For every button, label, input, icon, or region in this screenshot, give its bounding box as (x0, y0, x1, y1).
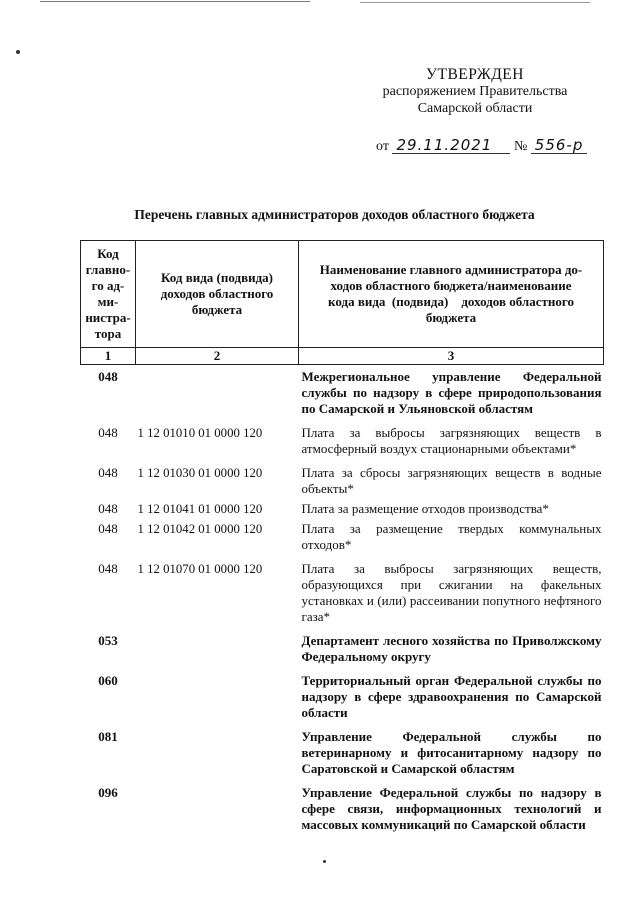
table-row (81, 499, 604, 519)
approval-stamp (360, 66, 590, 117)
table-row (81, 459, 604, 499)
handwritten-number: 556-р (531, 138, 588, 154)
name-cell: Плата за сбросы загрязняющих веществ в водные объекты* (301, 465, 602, 496)
admin-code-cell: 096 (98, 785, 118, 800)
name-cell: Плата за выбросы загрязняющих веществ, образующихся при сжигании на факельных установках и (или) рассеивании попутного нефтяного газа* (301, 561, 602, 624)
name-cell: Межрегиональное управление Федеральной службы по надзору в сфере природопользования по Самарской и Ульяновской областям (301, 369, 602, 416)
document-title: Перечень главных администраторов доходов областного бюджета (134, 207, 535, 222)
income-code-cell: 1 12 01042 01 0000 120 (137, 522, 263, 536)
admin-code-cell: 048 (98, 561, 118, 576)
income-code-cell: 1 12 01030 01 0000 120 (137, 466, 263, 480)
table-row (81, 667, 604, 723)
admin-code-cell: 048 (98, 465, 118, 480)
handwritten-date: 29.11.2021 (392, 138, 510, 154)
scan-speck (16, 50, 20, 54)
col-number: 1 (81, 348, 136, 365)
admin-code-cell: 048 (98, 521, 118, 536)
scan-top-edge-line (360, 2, 590, 3)
table-row (81, 779, 604, 835)
table-row (81, 627, 604, 667)
name-cell: Департамент лесного хозяйства по Приволжскому Федеральному округу (301, 633, 602, 664)
income-code-cell (136, 723, 299, 779)
name-cell: Управление Федеральной службы по надзору в сфере связи, информационных технологий и массовых коммуникаций по Самарской области (301, 785, 602, 832)
income-code-cell: 1 12 01070 01 0000 120 (137, 562, 263, 576)
col-income-code-header: Код вида (подвида) доходов областного бюджета (136, 241, 299, 348)
name-cell: Плата за выбросы загрязняющих веществ в атмосферный воздух стационарными объектами* (301, 425, 602, 456)
admin-code-cell: 081 (98, 729, 118, 744)
table-row (81, 519, 604, 555)
admin-code-cell: 048 (98, 425, 118, 440)
name-cell: Плата за размещение отходов производства* (301, 501, 549, 516)
admin-code-cell: 048 (98, 369, 118, 384)
date-number-line (376, 138, 587, 155)
number-prefix: № (513, 139, 528, 154)
name-cell: Управление Федеральной службы по ветеринарному и фитосанитарному надзору по Саратовской и Самарской областям (301, 729, 602, 776)
income-code-cell: 1 12 01041 01 0000 120 (137, 502, 263, 516)
date-prefix: от (376, 139, 389, 154)
col-number: 3 (299, 348, 604, 365)
income-code-cell (136, 779, 299, 835)
table-row (81, 555, 604, 627)
table-row (81, 723, 604, 779)
administrators-table (80, 240, 604, 835)
income-code-cell (136, 365, 299, 420)
income-code-cell (136, 627, 299, 667)
table-row (81, 419, 604, 459)
admin-code-cell: 048 (98, 501, 118, 516)
approval-line: распоряжением Правительства (382, 84, 568, 99)
scan-top-edge-line (40, 1, 310, 2)
approval-line: Самарской области (417, 101, 533, 116)
admin-code-cell: 053 (98, 633, 118, 648)
approved-heading: УТВЕРЖДЕН (426, 66, 524, 83)
income-code-cell: 1 12 01010 01 0000 120 (137, 426, 263, 440)
income-code-cell (136, 667, 299, 723)
table-row (81, 365, 604, 420)
scan-speck (323, 860, 326, 863)
name-cell: Плата за размещение твердых коммунальных отходов* (301, 521, 602, 552)
name-cell: Территориальный орган Федеральной службы по надзору в сфере здравоохранения по Самарской области (301, 673, 602, 720)
col-name-header: Наименование главного администратора до- ходов областного бюджета/наименование кода вида (подвида) доходов областного бюджета (299, 241, 604, 348)
col-admin-code-header: Код главно- го ад- ми- нистра- тора (81, 241, 136, 348)
col-number: 2 (136, 348, 299, 365)
admin-code-cell: 060 (98, 673, 118, 688)
